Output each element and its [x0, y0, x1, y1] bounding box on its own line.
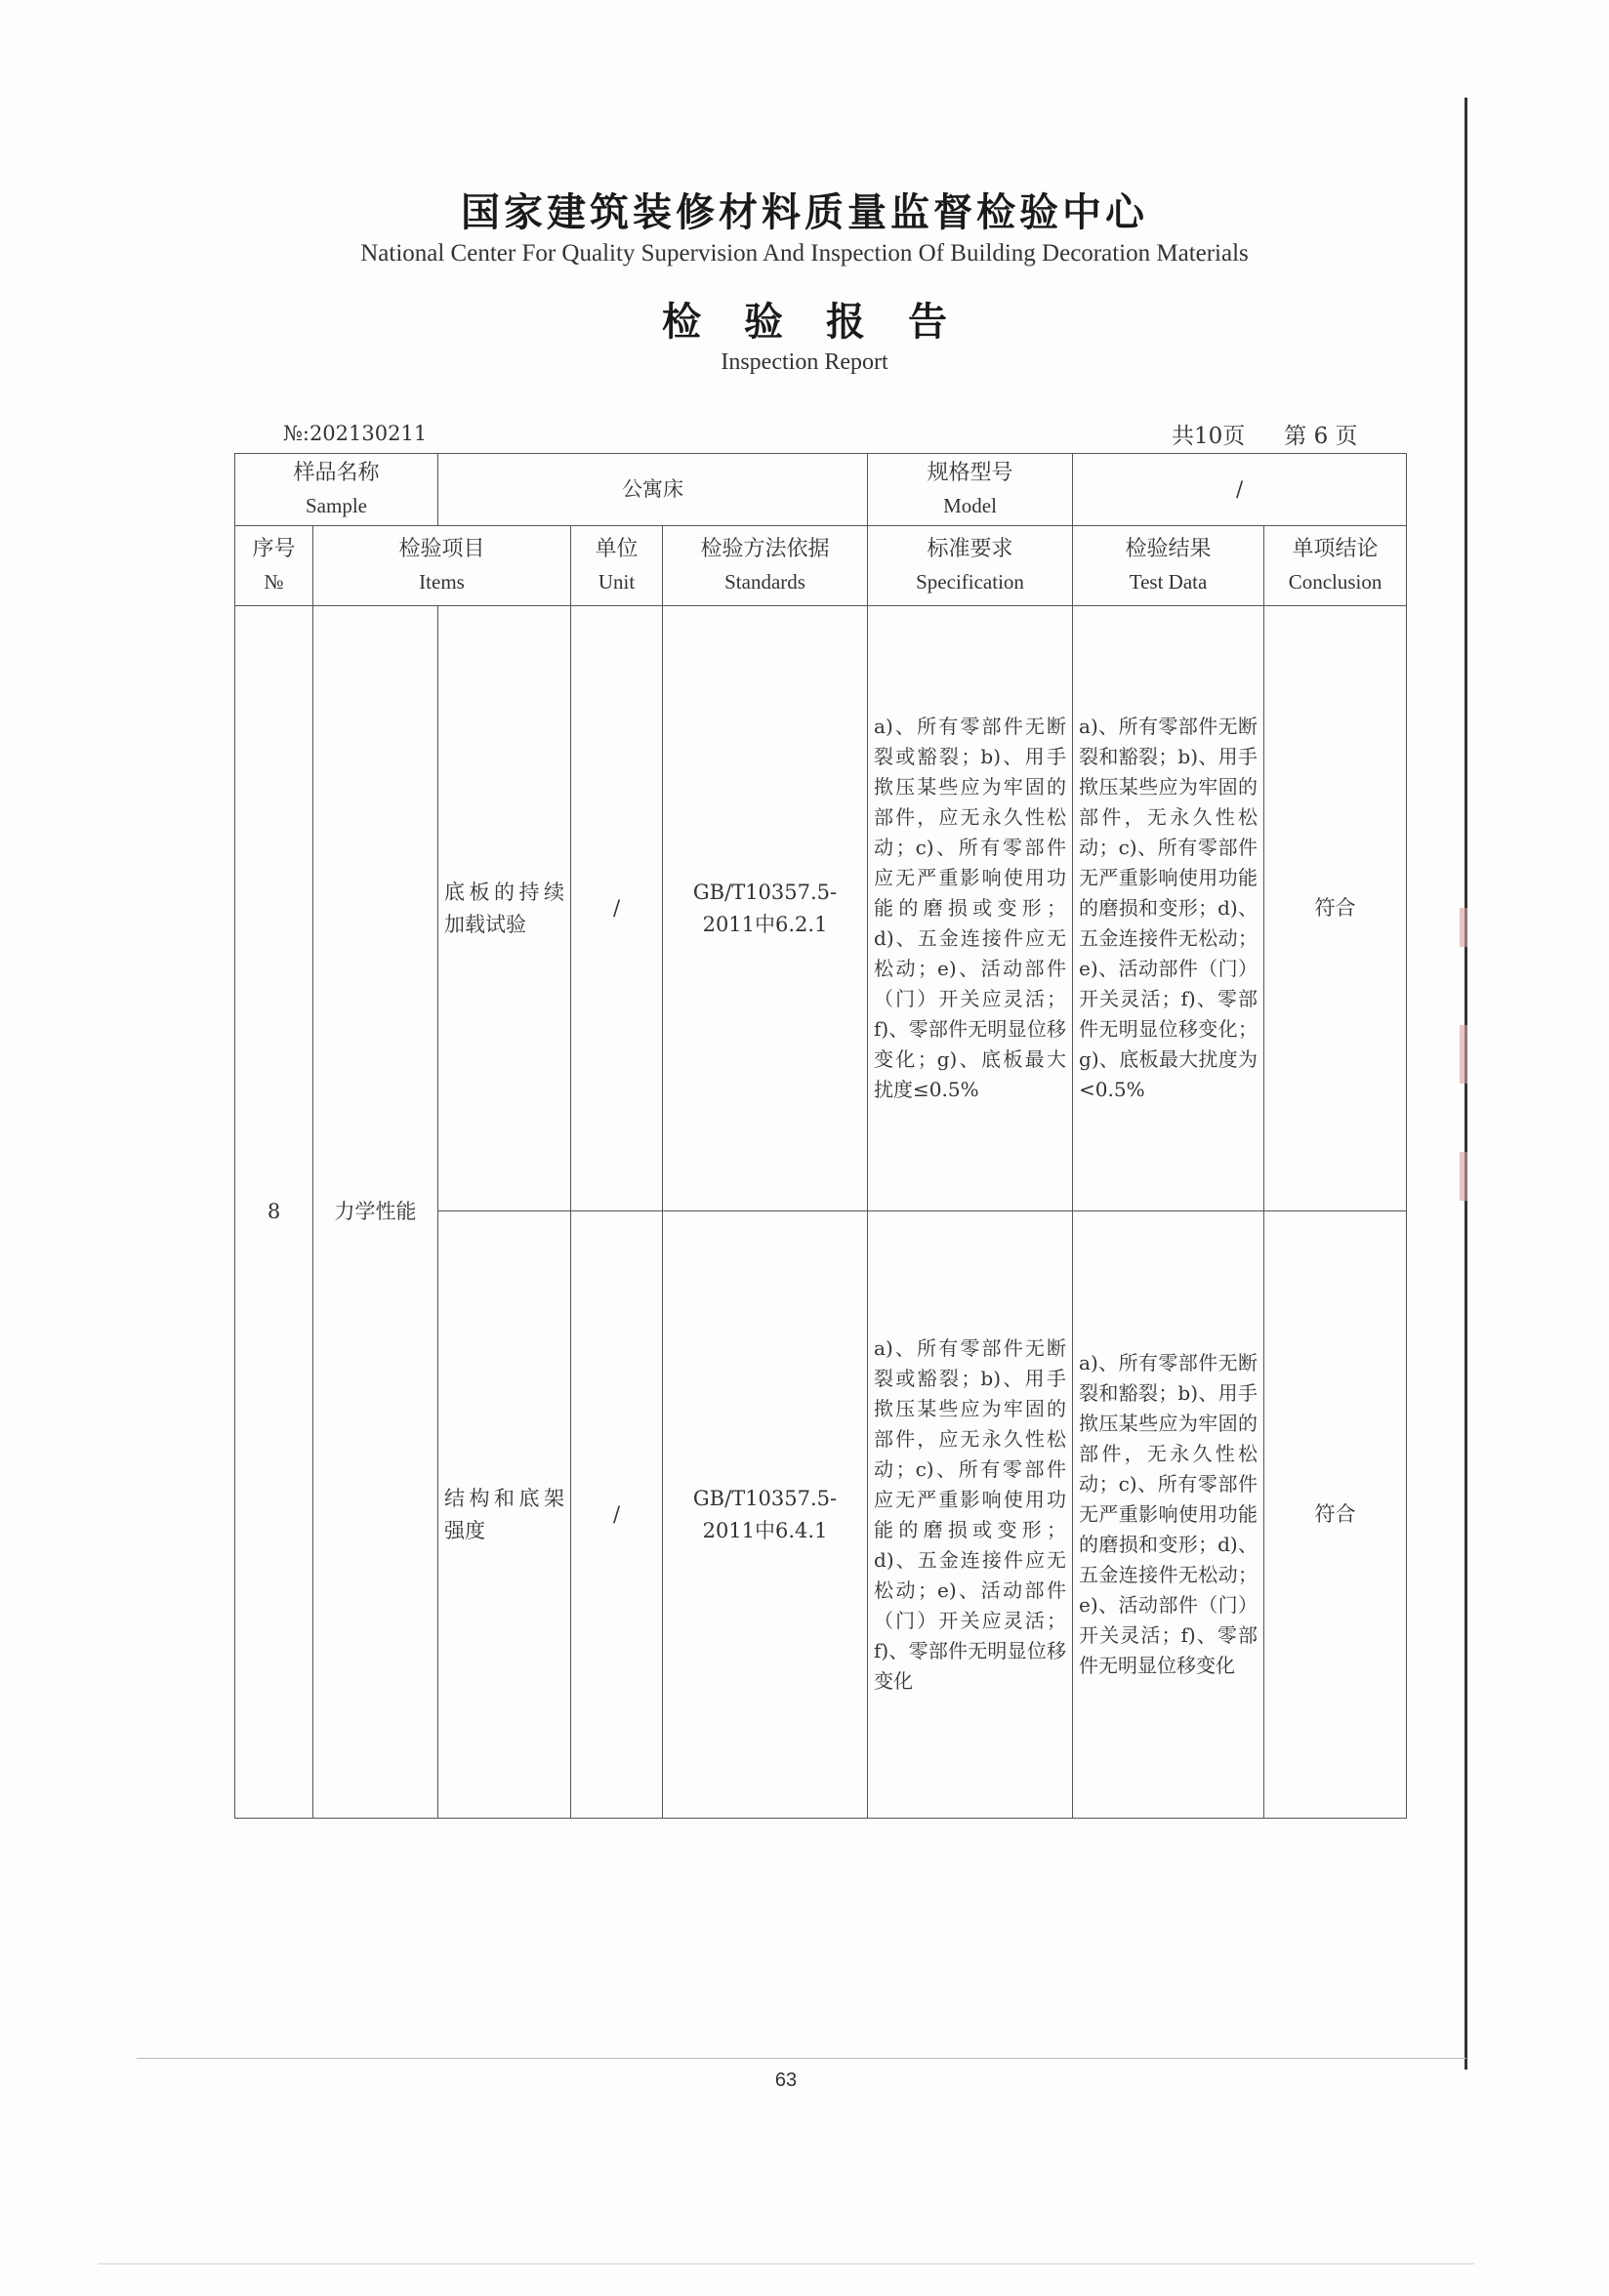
- scan-border-line: [1465, 98, 1467, 2070]
- sample-row: [235, 454, 1407, 526]
- bottom-rule: [137, 2058, 1466, 2059]
- col-no: 序号 №: [235, 526, 313, 606]
- row-number: 8: [235, 606, 313, 1819]
- sample-value: 公寓床: [438, 454, 868, 526]
- org-title-cn: 国家建筑装修材料质量监督检验中心: [461, 189, 1148, 235]
- model-label: 规格型号 Model: [868, 454, 1073, 526]
- column-header-row: [235, 526, 1407, 606]
- table-row: [235, 606, 1407, 1211]
- current-page: 第 6 页: [1284, 424, 1358, 449]
- org-title-en: National Center For Quality Supervision And Inspection Of Building Decoration Materials: [360, 240, 1249, 266]
- unit-value: /: [571, 1211, 663, 1819]
- conclusion-value: 符合: [1264, 1211, 1407, 1819]
- seal-edge-mark: [1460, 1152, 1467, 1201]
- total-pages: 共10页: [1172, 424, 1246, 449]
- standard-value: GB/T10357.5-2011中6.2.1: [663, 606, 868, 1211]
- conclusion-value: 符合: [1264, 606, 1407, 1211]
- sample-label: 样品名称 Sample: [235, 454, 438, 526]
- row-item: 力学性能: [313, 606, 438, 1819]
- report-title-cn: 检验报告: [662, 299, 990, 345]
- sub-item: 结构和底架强度: [438, 1211, 571, 1819]
- report-number: №:202130211: [283, 422, 428, 445]
- col-conclusion: 单项结论 Conclusion: [1264, 526, 1407, 606]
- seal-edge-mark: [1460, 1025, 1467, 1084]
- report-title-en: Inspection Report: [721, 349, 888, 375]
- inspection-table: [234, 453, 1407, 1819]
- col-test-data: 检验结果 Test Data: [1073, 526, 1264, 606]
- result-value: a)、所有零部件无断裂和豁裂；b)、用手揿压某些应为牢固的部件，无永久性松动；c)、所有零部件无严重影响使用功能的磨损和变形；d)、五金连接件无松动；e)、活动部件（门）开关灵活；f)、零部件无明显位移变化；g)、底板最大扰度为<0.5%: [1073, 606, 1264, 1211]
- col-standards: 检验方法依据 Standards: [663, 526, 868, 606]
- unit-value: /: [571, 606, 663, 1211]
- col-specification: 标准要求 Specification: [868, 526, 1073, 606]
- page-number: 63: [774, 2070, 798, 2091]
- page-info: [1172, 418, 1397, 450]
- standard-value: GB/T10357.5-2011中6.4.1: [663, 1211, 868, 1819]
- col-items: 检验项目 Items: [313, 526, 571, 606]
- sub-item: 底板的持续加载试验: [438, 606, 571, 1211]
- spec-value: a)、所有零部件无断裂或豁裂；b)、用手揿压某些应为牢固的部件，应无永久性松动；c)、所有零部件应无严重影响使用功能的磨损或变形；d)、五金连接件应无松动；e)、活动部件（门）开关应灵活；f)、零部件无明显位移变化；g)、底板最大扰度≤0.5%: [868, 606, 1073, 1211]
- scan-edge-line: [98, 2263, 1474, 2265]
- seal-edge-mark: [1460, 908, 1467, 947]
- spec-value: a)、所有零部件无断裂或豁裂；b)、用手揿压某些应为牢固的部件，应无永久性松动；c)、所有零部件应无严重影响使用功能的磨损或变形；d)、五金连接件应无松动；e)、活动部件（门）开关应灵活；f)、零部件无明显位移变化: [868, 1211, 1073, 1819]
- model-value: /: [1073, 454, 1407, 526]
- result-value: a)、所有零部件无断裂和豁裂；b)、用手揿压某些应为牢固的部件，无永久性松动；c)、所有零部件无严重影响使用功能的磨损和变形；d)、五金连接件无松动；e)、活动部件（门）开关灵活；f)、零部件无明显位移变化: [1073, 1211, 1264, 1819]
- col-unit: 单位 Unit: [571, 526, 663, 606]
